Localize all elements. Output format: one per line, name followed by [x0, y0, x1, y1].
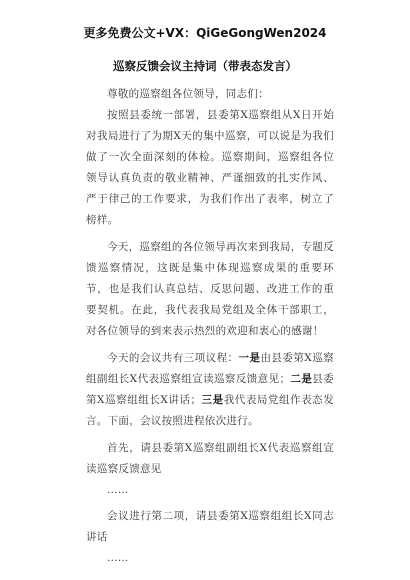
header-banner: 更多免费公文+VX：QiGeGongWen2024	[83, 26, 327, 40]
agenda-item-1-text: 由县委第X巡察组副组长X代表巡察组宣读巡察反馈意见；	[86, 352, 334, 385]
paragraph-2: 今天，巡察组的各位领导再次来到我局，专题反馈巡察情况，这既是集中体现巡察成果的重要环节，也是我们认真总结、反思问题、改进工作的重要契机。在此，我代表我局党组及全体干部职工，对各位领导的到来表示热烈的欢迎和衷心的感谢！	[86, 241, 334, 337]
paragraph-1: 按照县委统一部署，县委第X巡察组从X日开始对我局进行了为期X天的集中巡察，可以说是为我们做了一次全面深刻的体检。巡察期间，巡察组各位领导认真负责的敬业精神、严谨细致的扎实作风、严于律己的工作要求，为我们作出了表率，树立了榜样。	[86, 109, 334, 226]
agenda-item-3-label: 三是	[201, 394, 224, 406]
document-title: 巡察反馈会议主持词（带表态发言）	[113, 59, 297, 73]
ellipsis-2: ……	[107, 552, 129, 564]
paragraph-5: 会议进行第二项，请县委第X巡察组组长X同志讲话	[86, 510, 334, 543]
ellipsis-1: ……	[107, 484, 129, 496]
greeting: 尊敬的巡察组各位领导，同志们：	[107, 88, 269, 100]
agenda-item-1-label: 一是	[238, 352, 261, 364]
agenda-item-3-text: 我代表局党组作表态发言。下面，会议按照进程依次进行。	[86, 394, 335, 427]
document-body	[86, 84, 334, 568]
paragraph-4: 首先，请县委第X巡察组副组长X代表巡察组宣读巡察反馈意见	[86, 442, 334, 475]
paragraph-3	[86, 348, 334, 432]
agenda-item-2-text: 县委第X巡察组组长X讲话；	[86, 373, 334, 406]
agenda-intro: 今天的会议共有三项议程：	[107, 352, 239, 364]
agenda-item-2-label: 二是	[290, 373, 313, 385]
